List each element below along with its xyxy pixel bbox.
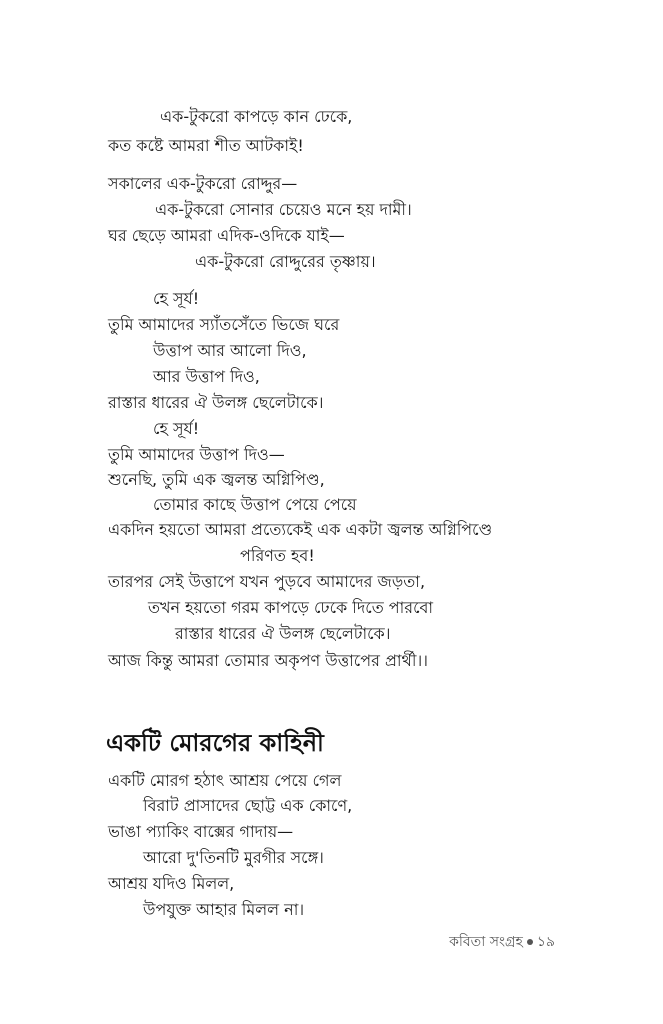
- poem-line: তখন হয়তো গরম কাপড়ে ঢেকে দিতে পারবো: [148, 598, 434, 617]
- poem-line: এক-টুকরো কাপড়ে কান ঢেকে,: [160, 107, 353, 126]
- bullet-icon: [527, 939, 533, 945]
- poem-line: রাস্তার ধারের ঐ উলঙ্গ ছেলেটাকে।: [175, 624, 391, 643]
- poem-line: বিরাট প্রাসাদের ছোট্ট এক কোণে,: [143, 796, 353, 815]
- page-number: ১৯: [536, 934, 555, 950]
- poem-line: এক-টুকরো সোনার চেয়েও মনে হয় দামী।: [155, 200, 412, 219]
- poem-line: এক-টুকরো রোদ্দুরের তৃষ্ণায়।: [195, 252, 376, 271]
- poem-line: শুনেছি, তুমি এক জ্বলন্ত অগ্নিপিণ্ড,: [108, 470, 325, 489]
- poem-line: হে সূর্য!: [153, 419, 200, 438]
- page-footer: [449, 933, 555, 951]
- poem-line: আরো দু'তিনটি মুরগীর সঙ্গে।: [143, 848, 324, 867]
- poem-line: আজ কিন্তু আমরা তোমার অকৃপণ উত্তাপের প্রার্থী।।: [108, 651, 428, 670]
- poem-line: তোমার কাছে উত্তাপ পেয়ে পেয়ে: [153, 495, 357, 514]
- poem-line: রাস্তার ধারের ঐ উলঙ্গ ছেলেটাকে।: [108, 393, 324, 412]
- poem-line: উত্তাপ আর আলো দিও,: [153, 341, 307, 360]
- poem-line: ভাঙা প্যাকিং বাক্সের গাদায়—: [108, 822, 294, 841]
- poem-line: ঘর ছেড়ে আমরা এদিক-ওদিকে যাই—: [108, 226, 345, 245]
- poem-line: একদিন হয়তো আমরা প্রত্যেকেই এক একটা জ্বলন্ত অগ্নিপিণ্ডে: [108, 520, 493, 539]
- poem-line: পরিণত হব!: [240, 546, 315, 565]
- poem-line: আর উত্তাপ দিও,: [153, 367, 260, 386]
- poem-line: আশ্রয় যদিও মিলল,: [108, 874, 235, 893]
- poem-line: উপযুক্ত আহার মিলল না।: [143, 900, 305, 919]
- poem-line: একটি মোরগ হঠাৎ আশ্রয় পেয়ে গেল: [108, 771, 342, 790]
- poem-line: তারপর সেই উত্তাপে যখন পুড়বে আমাদের জড়তা,: [108, 572, 426, 591]
- poem-line: হে সূর্য!: [153, 289, 200, 308]
- poem-title: একটি মোরগের কাহিনী: [106, 729, 324, 757]
- poem-line: কত কষ্টে আমরা শীত আটকাই!: [108, 136, 304, 155]
- poem-line: তুমি আমাদের স্যাঁতসেঁতে ভিজে ঘরে: [108, 315, 340, 334]
- poem-line: সকালের এক-টুকরো রোদ্দুর—: [108, 174, 298, 193]
- running-title: কবিতা সংগ্রহ: [449, 934, 523, 950]
- poem-line: তুমি আমাদের উত্তাপ দিও—: [108, 445, 285, 464]
